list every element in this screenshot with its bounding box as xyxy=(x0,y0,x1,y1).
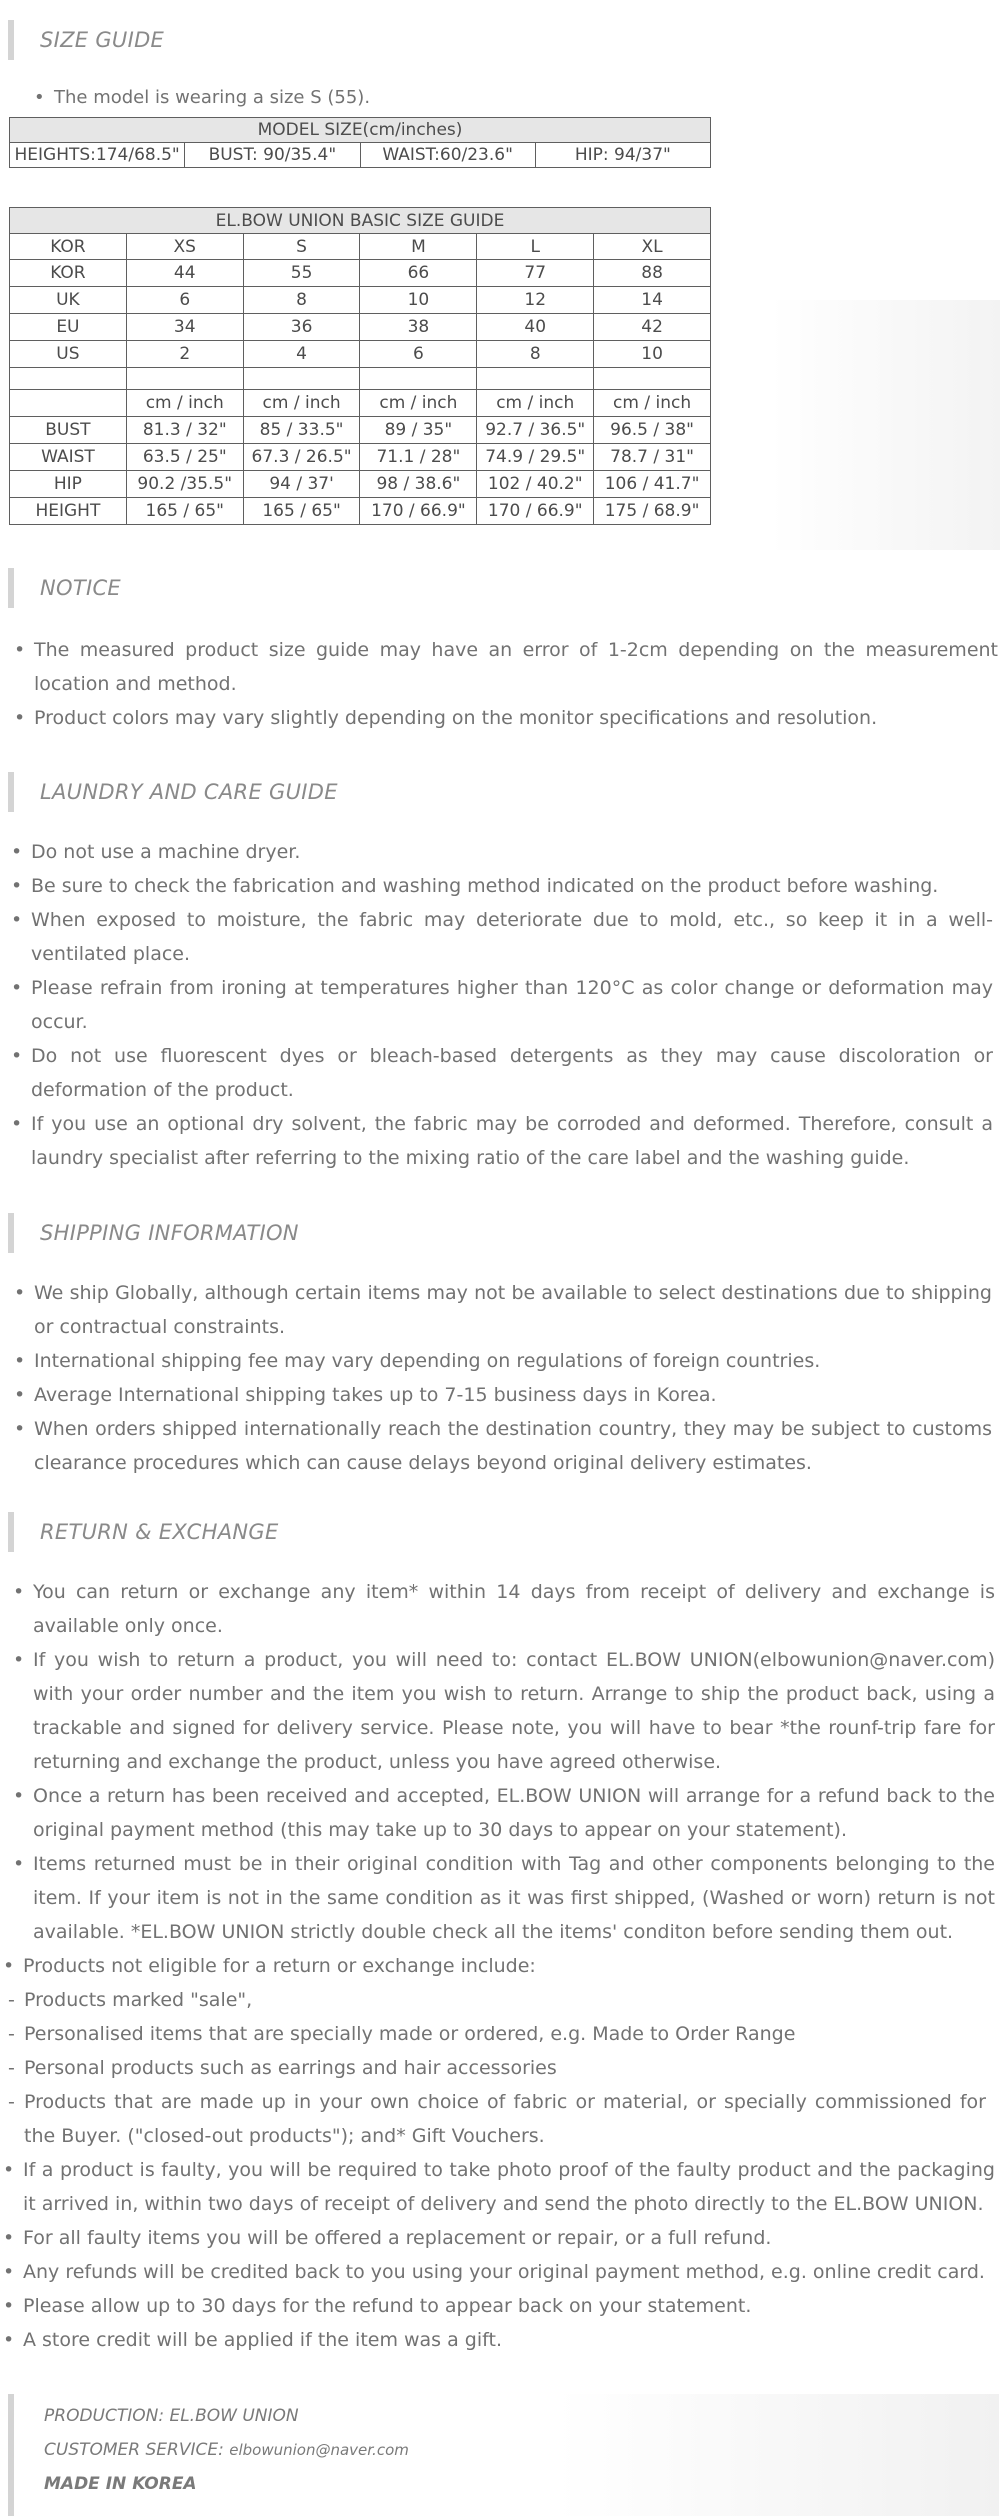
table-cell: 96.5 / 38" xyxy=(594,417,711,444)
list-item: • Any refunds will be credited back to you using your original payment method, e.g. online credit card. xyxy=(23,2255,995,2289)
table-row xyxy=(10,471,711,498)
table-cell: 90.2 /35.5" xyxy=(126,471,243,498)
model-note-list xyxy=(0,83,1000,113)
table-cell: 88 xyxy=(594,260,711,287)
table-cell: 12 xyxy=(477,287,594,314)
table-row xyxy=(10,341,711,368)
table-cell: HEIGHT xyxy=(10,498,127,525)
table-row xyxy=(10,287,711,314)
table-cell: cm / inch xyxy=(126,390,243,417)
table-cell: 170 / 66.9" xyxy=(360,498,477,525)
table-cell: 6 xyxy=(126,287,243,314)
table-cell: 36 xyxy=(243,314,360,341)
model-height-cell: HEIGHTS:174/68.5" xyxy=(10,143,185,168)
customer-service-email[interactable]: elbowunion@naver.com xyxy=(229,2441,409,2459)
list-item: • We ship Globally, although certain items may not be available to select destinations due to shipping or contractual constraints. xyxy=(34,1276,992,1344)
customer-service-line xyxy=(44,2440,409,2460)
list-item: - Personal products such as earrings and hair accessories xyxy=(24,2051,986,2085)
table-cell: 6 xyxy=(360,341,477,368)
table-cell: WAIST xyxy=(10,444,127,471)
shipping-title: SHIPPING INFORMATION xyxy=(40,1221,299,1245)
table-cell: BUST xyxy=(10,417,127,444)
table-cell: 10 xyxy=(594,341,711,368)
table-cell: 175 / 68.9" xyxy=(594,498,711,525)
section-heading-size-guide xyxy=(8,20,740,60)
table-cell: 85 / 33.5" xyxy=(243,417,360,444)
table-cell: 10 xyxy=(360,287,477,314)
table-cell: 78.7 / 31" xyxy=(594,444,711,471)
table-cell: 98 / 38.6" xyxy=(360,471,477,498)
footer-info-box xyxy=(8,2394,999,2516)
list-item: • If you wish to return a product, you will need to: contact EL.BOW UNION(elbowunion@naver.com) with your order number and the item you wish to return. Arrange to ship the product back, using a trackable and signed for delivery service. Please note, you will have to bear *the rounf-trip fare for returning and exchange the product, unless you have agreed otherwise. xyxy=(33,1643,995,1779)
table-cell: 55 xyxy=(243,260,360,287)
list-item: • Items returned must be in their original condition with Tag and other components belonging to the item. If your item is not in the same condition as it was first shipped, (Washed or worn) return is not available. *EL.BOW UNION strictly double check all the items' conditon before sending them out. xyxy=(33,1847,995,1949)
table-spacer-row xyxy=(10,368,711,390)
list-item: • Please allow up to 30 days for the refund to appear back on your statement. xyxy=(23,2289,995,2323)
table-cell: 89 / 35" xyxy=(360,417,477,444)
table-row xyxy=(10,444,711,471)
table-cell: 4 xyxy=(243,341,360,368)
table-row xyxy=(10,417,711,444)
notice-title: NOTICE xyxy=(40,576,121,600)
header-cell: M xyxy=(360,234,477,260)
list-item: • Once a return has been received and accepted, EL.BOW UNION will arrange for a refund back to the original payment method (this may take up to 30 days to appear on your statement). xyxy=(33,1779,995,1847)
list-item: • If you use an optional dry solvent, the fabric may be corroded and deformed. Therefore, consult a laundry specialist after referring to the mixing ratio of the care label and the washing guide. xyxy=(31,1107,993,1175)
table-row xyxy=(10,260,711,287)
notice-list xyxy=(0,633,1000,735)
table-cell: 66 xyxy=(360,260,477,287)
table-cell: US xyxy=(10,341,127,368)
table-cell: 81.3 / 32" xyxy=(126,417,243,444)
table-cell: 165 / 65" xyxy=(126,498,243,525)
list-item: • The measured product size guide may have an error of 1-2cm depending on the measurement location and method. xyxy=(34,633,998,701)
table-cell: 106 / 41.7" xyxy=(594,471,711,498)
table-cell: 67.3 / 26.5" xyxy=(243,444,360,471)
list-item: • When orders shipped internationally reach the destination country, they may be subject to customs clearance procedures which can cause delays beyond original delivery estimates. xyxy=(34,1412,992,1480)
header-cell: S xyxy=(243,234,360,260)
laundry-title: LAUNDRY AND CARE GUIDE xyxy=(40,780,338,804)
customer-service-label: CUSTOMER SERVICE: xyxy=(44,2440,224,2460)
table-cell: cm / inch xyxy=(477,390,594,417)
table-cell: 40 xyxy=(477,314,594,341)
made-in-text: MADE IN KOREA xyxy=(44,2474,197,2494)
section-heading-shipping xyxy=(8,1213,740,1253)
list-item: • International shipping fee may vary depending on regulations of foreign countries. xyxy=(34,1344,992,1378)
section-heading-laundry xyxy=(8,772,740,812)
shipping-list xyxy=(0,1276,1000,1480)
table-cell: 71.1 / 28" xyxy=(360,444,477,471)
table-cell: HIP xyxy=(10,471,127,498)
section-heading-returns xyxy=(8,1512,740,1552)
returns-title: RETURN & EXCHANGE xyxy=(40,1520,279,1544)
laundry-list xyxy=(0,835,1000,1175)
header-cell: KOR xyxy=(10,234,127,260)
list-item: • Be sure to check the fabrication and washing method indicated on the product before washing. xyxy=(31,869,993,903)
list-item: • For all faulty items you will be offered a replacement or repair, or a full refund. xyxy=(23,2221,995,2255)
basic-size-title: EL.BOW UNION BASIC SIZE GUIDE xyxy=(10,208,711,234)
model-bust-cell: BUST: 90/35.4" xyxy=(185,143,360,168)
table-cell: 77 xyxy=(477,260,594,287)
list-item: • When exposed to moisture, the fabric may deteriorate due to mold, etc., so keep it in a well-ventilated place. xyxy=(31,903,993,971)
list-item: - Personalised items that are specially made or ordered, e.g. Made to Order Range xyxy=(24,2017,986,2051)
table-cell: 74.9 / 29.5" xyxy=(477,444,594,471)
table-cell: 8 xyxy=(243,287,360,314)
table-cell xyxy=(243,368,360,390)
table-cell: 42 xyxy=(594,314,711,341)
list-item: • Please refrain from ironing at temperatures higher than 120°C as color change or deformation may occur. xyxy=(31,971,993,1039)
table-row xyxy=(10,498,711,525)
list-item: • You can return or exchange any item* within 14 days from receipt of delivery and exchange is available only once. xyxy=(33,1575,995,1643)
table-cell: 44 xyxy=(126,260,243,287)
model-note: • The model is wearing a size S (55). xyxy=(54,83,954,113)
model-waist-cell: WAIST:60/23.6" xyxy=(360,143,535,168)
returns-list xyxy=(0,1575,1000,2357)
table-cell xyxy=(10,390,127,417)
table-row xyxy=(10,314,711,341)
list-item: • Do not use a machine dryer. xyxy=(31,835,993,869)
table-cell: cm / inch xyxy=(360,390,477,417)
list-item: - Products marked "sale", xyxy=(24,1983,986,2017)
list-item: • Product colors may vary slightly depending on the monitor specifications and resolution. xyxy=(34,701,998,735)
table-cell: 92.7 / 36.5" xyxy=(477,417,594,444)
table-cell: 2 xyxy=(126,341,243,368)
basic-size-table xyxy=(9,207,711,525)
table-cell: cm / inch xyxy=(243,390,360,417)
table-cell xyxy=(477,368,594,390)
table-cell: cm / inch xyxy=(594,390,711,417)
table-cell: 38 xyxy=(360,314,477,341)
table-cell: 94 / 37' xyxy=(243,471,360,498)
section-heading-notice xyxy=(8,568,740,608)
header-cell: XL xyxy=(594,234,711,260)
list-item: • Do not use fluorescent dyes or bleach-based detergents as they may cause discoloration or deformation of the product. xyxy=(31,1039,993,1107)
table-cell: 102 / 40.2" xyxy=(477,471,594,498)
list-item: • If a product is faulty, you will be required to take photo proof of the faulty product and the packaging it arrived in, within two days of receipt of delivery and send the photo directly to the EL.BOW UNION. xyxy=(23,2153,995,2221)
list-item: • A store credit will be applied if the item was a gift. xyxy=(23,2323,995,2357)
table-cell: 63.5 / 25" xyxy=(126,444,243,471)
table-cell: 8 xyxy=(477,341,594,368)
size-guide-title: SIZE GUIDE xyxy=(40,28,165,52)
header-cell: XS xyxy=(126,234,243,260)
table-cell xyxy=(10,368,127,390)
table-cell: EU xyxy=(10,314,127,341)
table-row xyxy=(10,390,711,417)
table-cell xyxy=(360,368,477,390)
made-in-line xyxy=(44,2474,197,2494)
list-item: • Average International shipping takes up to 7-15 business days in Korea. xyxy=(34,1378,992,1412)
table-cell: KOR xyxy=(10,260,127,287)
list-item: • Products not eligible for a return or exchange include: xyxy=(23,1949,995,1983)
model-hip-cell: HIP: 94/37" xyxy=(535,143,710,168)
model-size-title: MODEL SIZE(cm/inches) xyxy=(10,118,711,143)
table-cell: UK xyxy=(10,287,127,314)
table-cell xyxy=(594,368,711,390)
background-fade xyxy=(770,300,1000,550)
table-cell: 34 xyxy=(126,314,243,341)
model-size-table xyxy=(9,117,711,168)
list-item: - Products that are made up in your own choice of fabric or material, or specially commissioned for the Buyer. ("closed-out products"); and* Gift Vouchers. xyxy=(24,2085,986,2153)
table-cell: 14 xyxy=(594,287,711,314)
table-cell: 170 / 66.9" xyxy=(477,498,594,525)
table-cell xyxy=(126,368,243,390)
header-cell: L xyxy=(477,234,594,260)
table-cell: 165 / 65" xyxy=(243,498,360,525)
production-line: PRODUCTION: EL.BOW UNION xyxy=(44,2406,299,2426)
